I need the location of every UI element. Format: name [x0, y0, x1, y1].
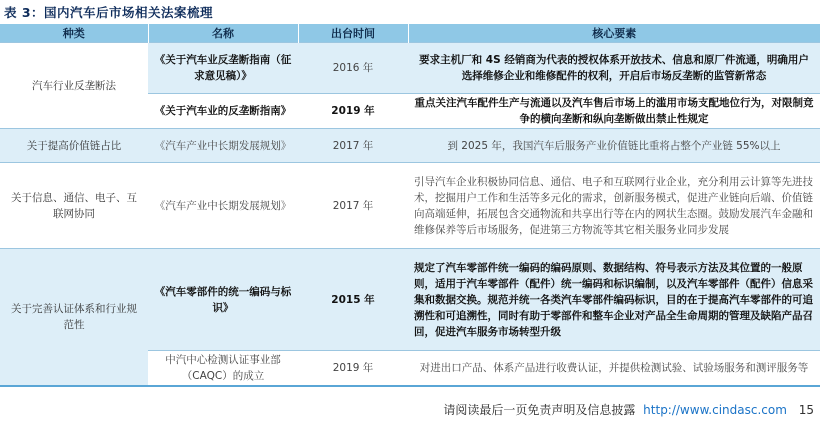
table-header-row: [0, 24, 820, 43]
core-cell: 要求主机厂和 4S 经销商为代表的授权体系开放技术、信息和原厂件流通，明确用户选择维修企业和维修配件的权利，开启后市场反垄断的监管新常态: [408, 43, 820, 94]
core-cell: 到 2025 年，我国汽车后服务产业价值链比重将占整个产业链 55%以上: [408, 129, 820, 163]
name-cell: 《汽车零部件的统一编码与标识》: [148, 249, 298, 351]
name-cell: 中汽中心检测认证事业部（CAQC）的成立: [148, 351, 298, 387]
table-row: [0, 249, 820, 351]
year-cell: 2019 年: [298, 351, 408, 387]
header-core: 核心要素: [408, 24, 820, 43]
header-name: 名称: [148, 24, 298, 43]
footer-url-link[interactable]: http://www.cindasc.com: [643, 403, 787, 417]
footer-disclaimer: 请阅读最后一页免责声明及信息披露: [443, 403, 636, 417]
name-cell: 《关于汽车业反垄断指南（征求意见稿）》: [148, 43, 298, 94]
year-cell: 2015 年: [298, 249, 408, 351]
year-cell: 2019 年: [298, 94, 408, 129]
core-cell: 重点关注汽车配件生产与流通以及汽车售后市场上的滥用市场支配地位行为，对限制竞争的横向垄断和纵向垄断做出禁止性规定: [408, 94, 820, 129]
category-cell: 汽车行业反垄断法: [0, 43, 148, 129]
header-year: 出台时间: [298, 24, 408, 43]
name-cell: 《关于汽车业的反垄断指南》: [148, 94, 298, 129]
page-footer: [443, 401, 814, 418]
core-cell: 引导汽车企业积极协同信息、通信、电子和互联网行业企业，充分利用云计算等先进技术，挖掘用户工作和生活等多元化的需求，创新服务模式，促进产业链向后端、价值链向高端延伸，拓展包含交通物流和共享出行等在内的网状生态圈。鼓励发展汽车金融和维修保养等后市场服务，促进第三方物流等其它相关服务业同步发展: [408, 163, 820, 249]
table-title: 表 3：国内汽车后市场相关法案梳理: [4, 5, 214, 20]
category-cell: 关于提高价值链占比: [0, 129, 148, 163]
table-row: [0, 129, 820, 163]
category-cell: 关于信息、通信、电子、互联网协同: [0, 163, 148, 249]
category-cell: 关于完善认证体系和行业规范性: [0, 249, 148, 387]
table-row: [0, 163, 820, 249]
table-row: [0, 43, 820, 94]
year-cell: 2016 年: [298, 43, 408, 94]
name-cell: 《汽车产业中长期发展规划》: [148, 129, 298, 163]
name-cell: 《汽车产业中长期发展规划》: [148, 163, 298, 249]
core-cell: 规定了汽车零部件统一编码的编码原则、数据结构、符号表示方法及其位置的一般原则，适用于汽车零部件（配件）统一编码和标识编制，以及汽车零部件（配件）信息采集和数据交换。规范并统一各类汽车零部件编码标识，目的在于提高汽车零部件的可追溯性和可追溯性，同时有助于零部件和整车企业对产品全生命周期的管理及缺陷产品召回，促进汽车服务市场转型升级: [408, 249, 820, 351]
core-cell: 对进出口产品、体系产品进行收费认证，并提供检测试验、试验场服务和测评服务等: [408, 351, 820, 387]
page-number: 15: [798, 403, 814, 417]
year-cell: 2017 年: [298, 129, 408, 163]
regulations-table: [0, 24, 820, 387]
header-category: 种类: [0, 24, 148, 43]
year-cell: 2017 年: [298, 163, 408, 249]
